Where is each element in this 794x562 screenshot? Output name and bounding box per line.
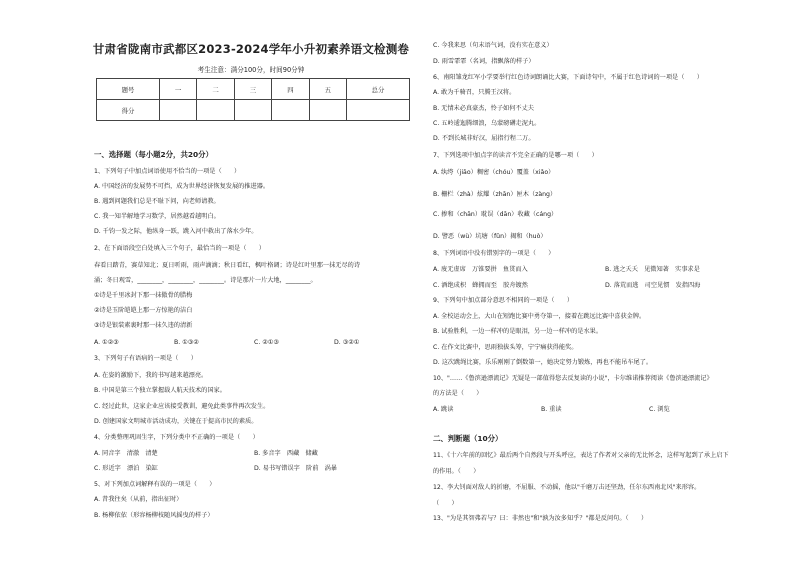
question-option: C. 今我来思（句末语气词，没有实在意义） <box>433 42 553 49</box>
score-header-cell: 二 <box>197 79 234 100</box>
question-option: A. 废无虚席 万锥要拼 鱼贯而入 <box>433 266 528 273</box>
judge-question: 12、李大钊面对敌人的折磨，不屈服、不动摇，他以"千磨万击还坚劲，任尔东西南北风"来形容。 <box>433 484 701 491</box>
question-option: A. 昔我往矣（从前，指出征时） <box>94 496 183 503</box>
question-option: B. 重读 <box>541 406 562 413</box>
judge-question: 13、"为是其智弗若与？曰：非然也"和"孰为汝多知乎？"都是反问句。（ ） <box>433 515 648 522</box>
question-stem: 10、"……《鲁滨逊漂流记》无疑是一部值得您去反复读的小说"，卡尔维诺推荐阅读《鲁滨逊漂流记》 <box>433 375 713 382</box>
exam-title: 甘肃省陇南市武都区2023-2024学年小升初素养语文检测卷 <box>92 42 410 56</box>
question-option: A. 纨绔（jiāo）稠密（chóu）覆盖（xiǎo） <box>433 169 555 176</box>
score-cell[interactable] <box>272 100 309 121</box>
score-table <box>96 78 410 121</box>
question-option: B. 遇到问题我们总是不耻下问，向老师请教。 <box>94 198 220 205</box>
score-header-cell: 五 <box>309 79 346 100</box>
judge-question-cont: （ ） <box>433 500 458 507</box>
question-stem: 1、下列句子中加点词语使用不恰当的一项是（ ） <box>94 168 241 175</box>
score-header-cell: 一 <box>159 79 196 100</box>
score-header-cell: 三 <box>234 79 271 100</box>
question-option: B. 栅栏（zhà）炫耀（zhān）匣木（zàng） <box>433 191 557 198</box>
question-option: A. 在姿的激励下，我的书写越来越漂亮。 <box>94 372 208 379</box>
question-passage: ②诗是玉阶皑皑上那一方惊艳的洁白 <box>94 307 193 314</box>
score-cell[interactable] <box>347 100 410 121</box>
question-option: B. 无情未必真豪杰，怜子如何不丈夫 <box>433 105 534 112</box>
question-option: B. 试验胜利，一边一样冲的是眼泪，另一边一样冲的是水果。 <box>433 328 603 335</box>
question-option: C. 酒绝成枳 蜂拥而至 胶舟镀然 <box>433 282 528 289</box>
question-option: B. 杨柳依依（形容杨柳枝随风摇曳的样子） <box>94 512 214 519</box>
question-option: D. 雨雪霏霏（名词，指飘落的样子） <box>433 58 535 65</box>
question-option: C. 我一知半解地学习数学，居然越看越明白。 <box>94 213 220 220</box>
question-option: D. ③②① <box>334 339 360 346</box>
question-passage: ①诗是千里冰封下那一抹傲骨的腊梅 <box>94 292 193 299</box>
question-option: A. 同音字 清澈 清楚 <box>94 450 158 457</box>
score-header-cell: 题号 <box>97 79 160 100</box>
score-table-header-row <box>97 79 410 100</box>
question-option: D. 譬恶（wù）坑塘（fǔn）揭和（huò） <box>433 233 547 240</box>
question-option: C. ②①③ <box>254 339 279 346</box>
question-option: A. 敢为千骑召，只腾王汉将。 <box>433 89 516 96</box>
question-option: A. 全校运动会上，大山在短跑比赛中勇夺第一，接着在跳远比赛中喜获金牌。 <box>433 313 646 320</box>
score-cell[interactable] <box>234 100 271 121</box>
question-passage: ③诗是银装素裹时那一抹久违的清新 <box>94 322 193 329</box>
question-stem: 2、在下面语段空白处填入三个句子，最恰当的一项是（ ） <box>94 245 265 252</box>
question-stem: 4、分类整理巩固生字，下列分类中不正确的一项是（ ） <box>94 434 259 441</box>
question-option: D. 不到长城非好汉，屈指行程二万。 <box>433 135 535 142</box>
score-cell[interactable] <box>309 100 346 121</box>
judge-question-cont: 的作用。（ ） <box>433 468 480 475</box>
score-cell[interactable] <box>197 100 234 121</box>
question-stem: 7、下列选项中加点字的读音不完全正确的是哪一项（ ） <box>433 152 598 159</box>
score-header-cell: 四 <box>272 79 309 100</box>
section-heading: 二、判断题（10分） <box>433 434 503 443</box>
question-option: A. ①②③ <box>94 339 119 346</box>
question-stem-cont: 的方法是（ ） <box>433 390 483 397</box>
question-option: C. 形近字 漂泊 染缸 <box>94 465 158 472</box>
question-option: C. 浏览 <box>649 406 670 413</box>
question-option: A. 中国经济的发展势不可挡，成为世界经济恢复发展的推进器。 <box>94 183 270 190</box>
question-passage: 涌；冬日观雪，________，________，________。诗是那片一片大地，________。 <box>94 277 317 284</box>
question-option: C. 掺和（chān）耽误（dān）收藏（cáng） <box>433 211 558 218</box>
score-row-label: 得分 <box>97 100 160 121</box>
score-header-cell: 总分 <box>347 79 410 100</box>
question-stem: 9、下列句中加点部分意思不相同的一项是（ ） <box>433 297 574 304</box>
question-option: D. 落荒而逃 司空见惯 发指四海 <box>605 282 701 289</box>
section-heading: 一、选择题（每小题2分，共20分） <box>94 150 213 159</box>
question-option: C. 五岭逶迤腾细浪，乌蒙磅礴走泥丸。 <box>433 120 541 127</box>
judge-question: 11、《十六年前的回忆》最后两个自然段与开头呼应，表达了作者对父亲的无比怀念，这样写起到了承上启下 <box>433 452 729 459</box>
exam-subtitle: 考生注意：满分100分，时间90分钟 <box>197 66 305 74</box>
question-option: C. 经过此世，这家企业应该接受教训，避免此类事件再次发生。 <box>94 403 270 410</box>
question-stem: 6、南阳雏龙红军小学要举行红色诗词朗诵比大赛，下面诗句中，不属于红色诗词的一项是（ ） <box>433 74 703 81</box>
question-option: B. 多音字 西藏 储藏 <box>254 450 318 457</box>
question-stem: 5、对下列加点词解释有误的一项是（ ） <box>94 481 216 488</box>
question-option: D. 易书写错误字 阶前 涡暴 <box>254 465 337 472</box>
question-option: D. 千钧一发之际，他纵身一跃，跳入河中救出了落水少年。 <box>94 228 258 235</box>
question-option: D. 这次跳绳比赛，乐乐刚刚了倒数第一，她决定努力锻炼，再也不能吊车尾了。 <box>433 359 653 366</box>
question-option: B. 中国是第三个独立掌握载人航天技术的国家。 <box>94 387 226 394</box>
question-option: C. 在作文比赛中，思雨独拔头筹，宁宁痛获得能奖。 <box>433 344 578 351</box>
question-option: B. ①③② <box>174 339 199 346</box>
question-stem: 3、下列句子有语病的一项是（ ） <box>94 355 197 362</box>
score-cell[interactable] <box>159 100 196 121</box>
question-option: B. 逃之夭夭 见微知著 实事求是 <box>605 266 700 273</box>
score-table-score-row <box>97 100 410 121</box>
question-passage: 春看日踏青，赛草知北；夏日听雨，雨声滴滴；秋日看红，枫叶格调；诗是红叶里那一抹无尽的诗 <box>94 262 361 269</box>
question-stem: 8、下列词语中没有错别字的一项是（ ） <box>433 250 555 257</box>
question-option: D. 创建国家文明城市活动成功，关键在于提高市民的素质。 <box>94 418 258 425</box>
question-option: A. 跳读 <box>433 406 454 413</box>
